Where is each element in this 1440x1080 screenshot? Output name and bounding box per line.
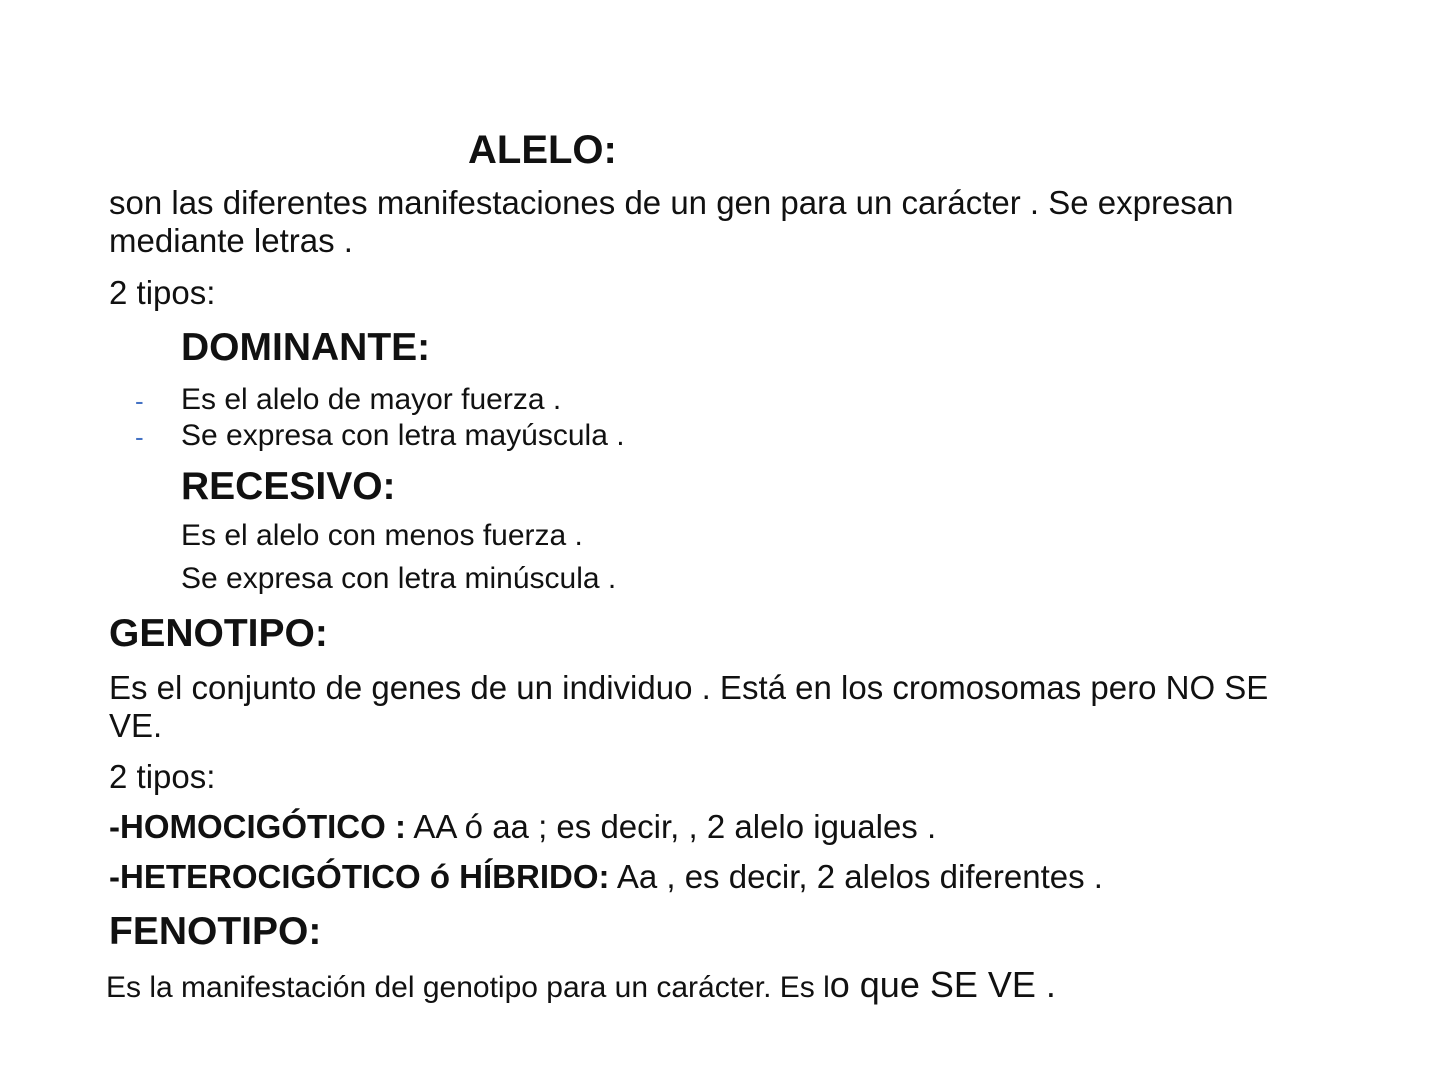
bullet-dash-2: -: [135, 422, 144, 452]
alelo-tipos-label: 2 tipos:: [109, 274, 216, 311]
recesivo-item-1: Es el alelo con menos fuerza .: [181, 519, 583, 552]
fenotipo-definition-part-2: o que SE VE .: [829, 964, 1056, 1005]
fenotipo-title: FENOTIPO:: [109, 910, 322, 953]
alelo-definition-line-2: mediante letras .: [109, 222, 353, 259]
genotipo-tipos-label: 2 tipos:: [109, 758, 216, 795]
fenotipo-definition-part-1: Es la manifestación del genotipo para un carácter. Es l: [106, 971, 830, 1004]
bullet-dash-1: -: [135, 386, 144, 416]
dominante-item-2: Se expresa con letra mayúscula .: [181, 419, 625, 452]
dominante-title: DOMINANTE:: [181, 326, 431, 369]
fenotipo-definition: [106, 964, 1056, 1005]
homocigotico-text: AA ó aa ; es decir, , 2 alelo iguales .: [405, 808, 937, 845]
alelo-title: ALELO:: [468, 128, 617, 172]
genotipo-definition-line-2: VE.: [109, 707, 163, 744]
recesivo-title: RECESIVO:: [181, 465, 396, 508]
heterocigotico-line: [109, 860, 1103, 893]
dominante-item-1: Es el alelo de mayor fuerza .: [181, 383, 562, 416]
homocigotico-label: -HOMOCIGÓTICO :: [109, 808, 406, 845]
heterocigotico-text: Aa , es decir, 2 alelos diferentes .: [609, 858, 1103, 895]
recesivo-item-2: Se expresa con letra minúscula .: [181, 562, 617, 595]
heterocigotico-label: -HETEROCIGÓTICO ó HÍBRIDO:: [109, 858, 610, 895]
alelo-definition-line-1: son las diferentes manifestaciones de un gen para un carácter . Se expresan: [109, 184, 1234, 221]
genotipo-title: GENOTIPO:: [109, 612, 328, 655]
homocigotico-line: [109, 810, 936, 843]
genotipo-definition-line-1: Es el conjunto de genes de un individuo . Está en los cromosomas pero NO SE: [109, 669, 1269, 706]
